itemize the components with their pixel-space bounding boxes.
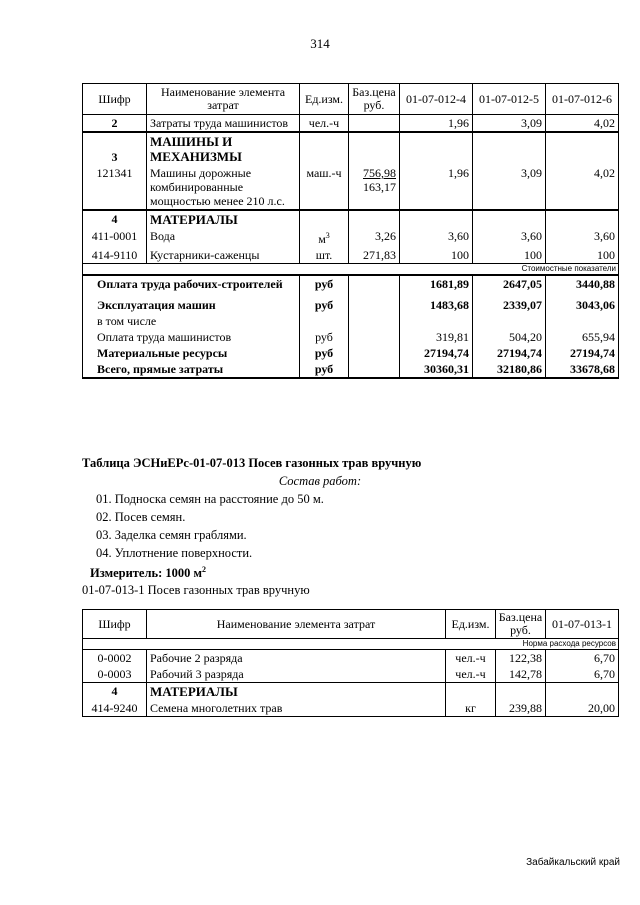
cost-value-1: 30360,31 [400, 361, 473, 378]
row-value-2: 3,09 [473, 165, 546, 210]
cost-row-including [83, 313, 619, 329]
work-step: 04. Уплотнение поверхности. [96, 546, 253, 560]
table-header-row [83, 84, 619, 115]
cost-value-2: 2339,07 [473, 292, 546, 313]
row-value: 6,70 [546, 650, 619, 667]
header-unit: Ед.изм. [446, 610, 496, 639]
section-code: 4 [83, 683, 147, 701]
work-step: 01. Подноска семян на расстояние до 50 м. [96, 492, 324, 506]
row-price: 271,83 [349, 247, 400, 264]
row-value-1: 100 [400, 247, 473, 264]
row-name: Семена многолетних трав [147, 700, 446, 717]
table-row [83, 228, 619, 247]
code-line: 01-07-013-1 Посев газонных трав вручную [82, 583, 310, 597]
cost-value-3: 655,94 [546, 329, 619, 345]
row-code: 414-9110 [83, 247, 147, 264]
norm-caption-row [83, 639, 619, 650]
cost-name: Материальные ресурсы [83, 345, 300, 361]
header-name: Наименование элемента затрат [147, 610, 446, 639]
row-price: 239,88 [496, 700, 546, 717]
row-name: Рабочие 2 разряда [147, 650, 446, 667]
row-name: Кустарники-саженцы [147, 247, 300, 264]
cost-unit: руб [300, 345, 349, 361]
row-value-3: 4,02 [546, 115, 619, 133]
cost-value-3: 3440,88 [546, 275, 619, 292]
row-unit: чел.-ч [300, 115, 349, 133]
row-unit: кг [446, 700, 496, 717]
header-unit: Ед.изм. [300, 84, 349, 115]
row-code: 121341 [83, 165, 147, 210]
section-heading: МАТЕРИАЛЫ [147, 210, 300, 228]
cost-value-3: 33678,68 [546, 361, 619, 378]
header-code: Шифр [83, 610, 147, 639]
cost-row-operators [83, 329, 619, 345]
row-name: Затраты труда машинистов [147, 115, 300, 133]
header-name: Наименование элемента затрат [147, 84, 300, 115]
row-value-3: 4,02 [546, 165, 619, 210]
cost-name: Всего, прямые затраты [83, 361, 300, 378]
row-price: 142,78 [496, 666, 546, 683]
cost-value-2: 504,20 [473, 329, 546, 345]
cost-name: Оплата труда рабочих-строителей [83, 275, 300, 292]
cost-row-materials [83, 345, 619, 361]
row-code: 0-0003 [83, 666, 147, 683]
header-base-price: Баз.цена руб. [349, 84, 400, 115]
section-row-materials [83, 210, 619, 228]
section-heading: МАШИНЫ И МЕХАНИЗМЫ [147, 132, 300, 165]
row-code: 0-0002 [83, 650, 147, 667]
cost-unit: руб [300, 361, 349, 378]
row-value: 6,70 [546, 666, 619, 683]
row-price: 3,26 [349, 228, 400, 247]
section-code: 3 [83, 132, 147, 165]
cost-unit: руб [300, 292, 349, 313]
meter-label: Измеритель: 1000 $м^2$ [90, 565, 207, 581]
section-heading: МАТЕРИАЛЫ [147, 683, 446, 701]
cost-unit: руб [300, 329, 349, 345]
row-code: 414-9240 [83, 700, 147, 717]
header-col-3: 01-07-012-6 [546, 84, 619, 115]
header-code: Шифр [83, 84, 147, 115]
row-unit: $м^3$ [300, 228, 349, 247]
cost-value-3: 27194,74 [546, 345, 619, 361]
cost-value-1: 27194,74 [400, 345, 473, 361]
row-code: 2 [83, 115, 147, 133]
row-price [349, 165, 400, 210]
cost-value-3: 3043,06 [546, 292, 619, 313]
row-code: 411-0001 [83, 228, 147, 247]
cost-row-machines [83, 292, 619, 313]
section-code: 4 [83, 210, 147, 228]
cost-value-1: 1483,68 [400, 292, 473, 313]
cost-value-1: 1681,89 [400, 275, 473, 292]
row-name: Рабочий 3 разряда [147, 666, 446, 683]
row-name: Машины дорожные комбинированные мощностью менее 210 л.с. [147, 165, 300, 210]
price-secondary: 163,17 [363, 180, 396, 194]
row-value: 20,00 [546, 700, 619, 717]
row-price: 122,38 [496, 650, 546, 667]
cost-caption: Стоимостные показатели [400, 264, 619, 276]
header-col-1: 01-07-013-1 [546, 610, 619, 639]
resource-table-01-07-013 [82, 609, 619, 717]
cost-value-2: 2647,05 [473, 275, 546, 292]
section-row-materials [83, 683, 619, 701]
row-unit: шт. [300, 247, 349, 264]
row-value-1: 3,60 [400, 228, 473, 247]
resource-table-01-07-012 [82, 83, 619, 379]
row-value-2: 100 [473, 247, 546, 264]
cost-row-wages [83, 275, 619, 292]
row-value-1: 1,96 [400, 165, 473, 210]
row-unit: чел.-ч [446, 650, 496, 667]
section-subtitle: Состав работ: [278, 474, 362, 488]
cost-caption-row [83, 264, 619, 276]
work-step: 03. Заделка семян граблями. [96, 528, 247, 542]
cost-name: Оплата труда машинистов [83, 329, 300, 345]
row-unit: чел.-ч [446, 666, 496, 683]
table-row [83, 650, 619, 667]
section-title: Таблица ЭСНиЕРс-01-07-013 Посев газонных трав вручную [82, 456, 422, 470]
row-value-1: 1,96 [400, 115, 473, 133]
row-value-2: 3,09 [473, 115, 546, 133]
row-unit: маш.-ч [300, 165, 349, 210]
row-value-2: 3,60 [473, 228, 546, 247]
page-number: 314 [310, 36, 330, 51]
region-footer: Забайкальский край [526, 857, 620, 868]
work-step: 02. Посев семян. [96, 510, 186, 524]
header-base-price: Баз.цена руб. [496, 610, 546, 639]
price-primary: 756,98 [363, 166, 396, 180]
row-price [349, 115, 400, 133]
cost-including-label: в том числе [83, 313, 300, 329]
table-header-row [83, 610, 619, 639]
norm-caption: Норма расхода ресурсов [496, 639, 619, 650]
row-value-3: 100 [546, 247, 619, 264]
cost-value-2: 32180,86 [473, 361, 546, 378]
cost-row-total [83, 361, 619, 378]
row-name: Вода [147, 228, 300, 247]
cost-name: Эксплуатация машин [83, 292, 300, 313]
row-value-3: 3,60 [546, 228, 619, 247]
cost-value-1: 319,81 [400, 329, 473, 345]
table-row [83, 247, 619, 264]
table-row [83, 115, 619, 133]
table-row [83, 666, 619, 683]
table-row [83, 700, 619, 717]
cost-unit: руб [300, 275, 349, 292]
header-col-1: 01-07-012-4 [400, 84, 473, 115]
table-row [83, 165, 619, 210]
header-col-2: 01-07-012-5 [473, 84, 546, 115]
section-row-machines [83, 132, 619, 165]
cost-value-2: 27194,74 [473, 345, 546, 361]
